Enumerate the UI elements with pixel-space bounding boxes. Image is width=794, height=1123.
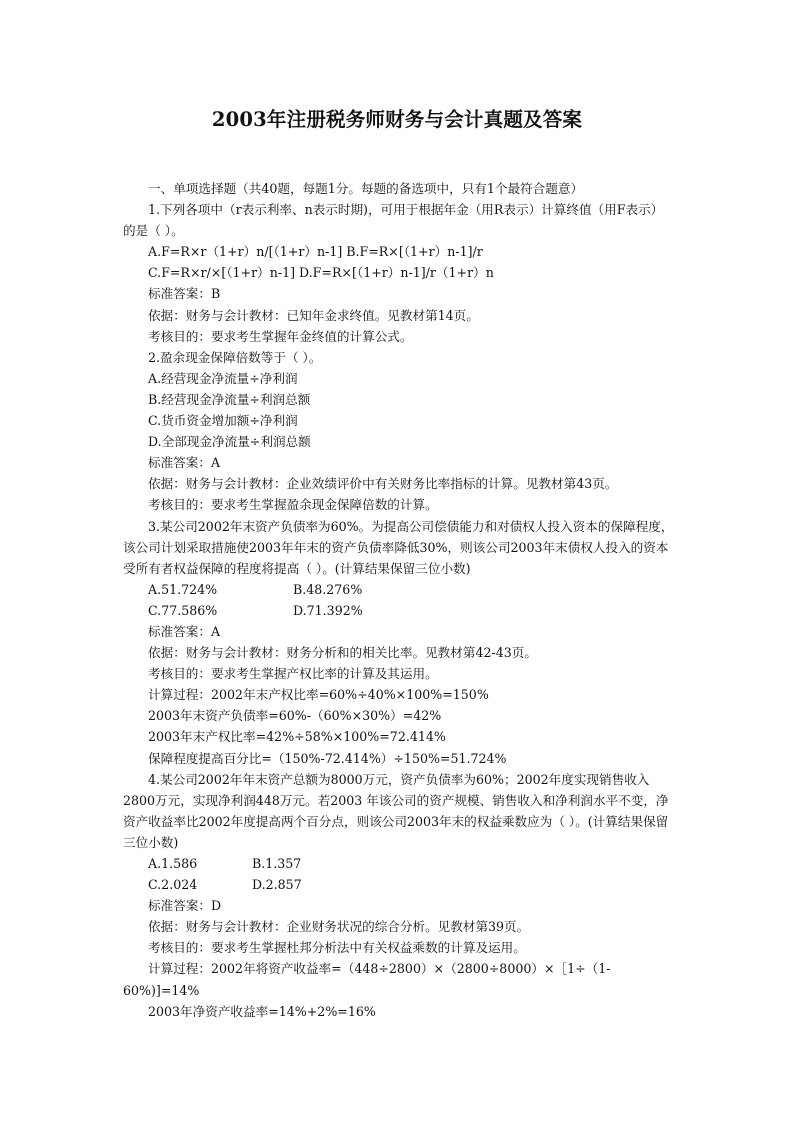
page-title: 2003年注册税务师财务与会计真题及答案: [211, 108, 583, 131]
question-3-calc-line-4: 保障程度提高百分比=（150%-72.414%）÷150%=51.724%: [148, 750, 507, 766]
question-3-option-b: B.48.276%: [293, 581, 363, 597]
question-4-stem: 4.某公司2002年年末资产总额为8000万元，资产负债率为60%；2002年度实现销售收入2800万元，实现净利润448万元。若2003 年该公司的资产规模、销售收入和净利润水平不变，净资产收益率比2002年度提高两个百分点，则该公司2003年末的权益乘数应为（ ）。(计算结果保留三位小数): [123, 771, 669, 850]
question-3-purpose: 考核目的：要求考生掌握产权比率的计算及其运用。: [148, 666, 438, 682]
question-3-option-d: D.71.392%: [293, 602, 363, 618]
question-1-answer: 标准答案：B: [148, 286, 221, 302]
question-2-stem: 2.盈余现金保障倍数等于（ ）。: [148, 349, 322, 365]
question-1-purpose: 考核目的：要求考生掌握年金终值的计算公式。: [148, 328, 413, 344]
question-3-options-cd: [123, 600, 675, 621]
document-body: [123, 178, 675, 1022]
question-2-option-b: B.经营现金净流量÷利润总额: [148, 391, 311, 407]
question-3-stem: 3.某公司2002年末资产负债率为60%。为提高公司偿债能力和对债权人投入资本的保障程度，该公司计划采取措施使2003年年末的资产负债率降低30%，则该公司2003年末债权人投入的资本受所有者权益保障的程度将提高（ ）。(计算结果保留三位小数): [123, 518, 674, 576]
question-1-options-ab: A.F=R×r（1+r）n/[（1+r）n-1] B.F=R×[（1+r）n-1]/r: [148, 244, 483, 260]
question-3-answer: 标准答案：A: [148, 623, 221, 639]
question-3-options-ab: [123, 579, 675, 600]
question-3-option-a: A.51.724%: [148, 581, 218, 597]
question-2-answer: 标准答案：A: [148, 455, 221, 471]
question-3-calc-line-3: 2003年末产权比率=42%÷58%×100%=72.414%: [148, 729, 446, 745]
question-1-basis: 依据：财务与会计教材：已知年金求终值。见教材第14页。: [148, 307, 479, 323]
question-4-answer: 标准答案：D: [148, 898, 222, 914]
question-3-basis: 依据：财务与会计教材：财务分析和的相关比率。见教材第42-43页。: [148, 645, 537, 661]
question-4-purpose: 考核目的：要求考生掌握杜邦分析法中有关权益乘数的计算及运用。: [148, 940, 526, 956]
question-4-option-b: B.1.357: [252, 856, 302, 871]
question-1-options-cd: C.F=R×r/×[（1+r）n-1] D.F=R×[（1+r）n-1]/r（1+r）n: [148, 265, 494, 281]
question-4-options-cd: [123, 874, 675, 895]
question-4-basis: 依据：财务与会计教材：企业财务状况的综合分析。见教材第39页。: [148, 919, 530, 935]
question-3-option-c: C.77.586%: [148, 602, 218, 618]
question-2-purpose: 考核目的：要求考生掌握盈余现金保障倍数的计算。: [148, 497, 438, 513]
question-1-stem: 1.下列各项中（r表示利率、n表示时期)，可用于根据年金（用R表示）计算终值（用F表示）的是（ ）。: [123, 202, 664, 239]
question-4-calc-line-1: 计算过程：2002年将资产收益率=（448÷2800）×（2800÷8000）×［1÷（1-60%)]=14%: [123, 961, 611, 998]
question-2-basis: 依据：财务与会计教材：企业效绩评价中有关财务比率指标的计算。见教材第43页。: [148, 476, 618, 492]
question-3-calc-line-2: 2003年末资产负债率=60%-（60%×30%）=42%: [148, 708, 442, 724]
question-4-option-a: A.1.586: [148, 856, 198, 871]
question-4-calc-line-2: 2003年净资产收益率=14%+2%=16%: [148, 1003, 376, 1019]
question-2-option-a: A.经营现金净流量÷净利润: [148, 370, 298, 386]
question-4-option-d: D.2.857: [252, 877, 302, 893]
question-3-calc-line-1: 计算过程：2002年末产权比率=60%÷40%×100%=150%: [148, 687, 489, 703]
question-2-option-d: D.全部现金净流量÷利润总额: [148, 434, 311, 450]
question-2-option-c: C.货币资金增加额÷净利润: [148, 413, 298, 429]
section-heading: 一、单项选择题（共40题，每题1分。每题的备选项中，只有1个最符合题意）: [148, 181, 584, 196]
question-4-options-ab: [123, 853, 675, 874]
question-4-option-c: C.2.024: [148, 877, 198, 893]
